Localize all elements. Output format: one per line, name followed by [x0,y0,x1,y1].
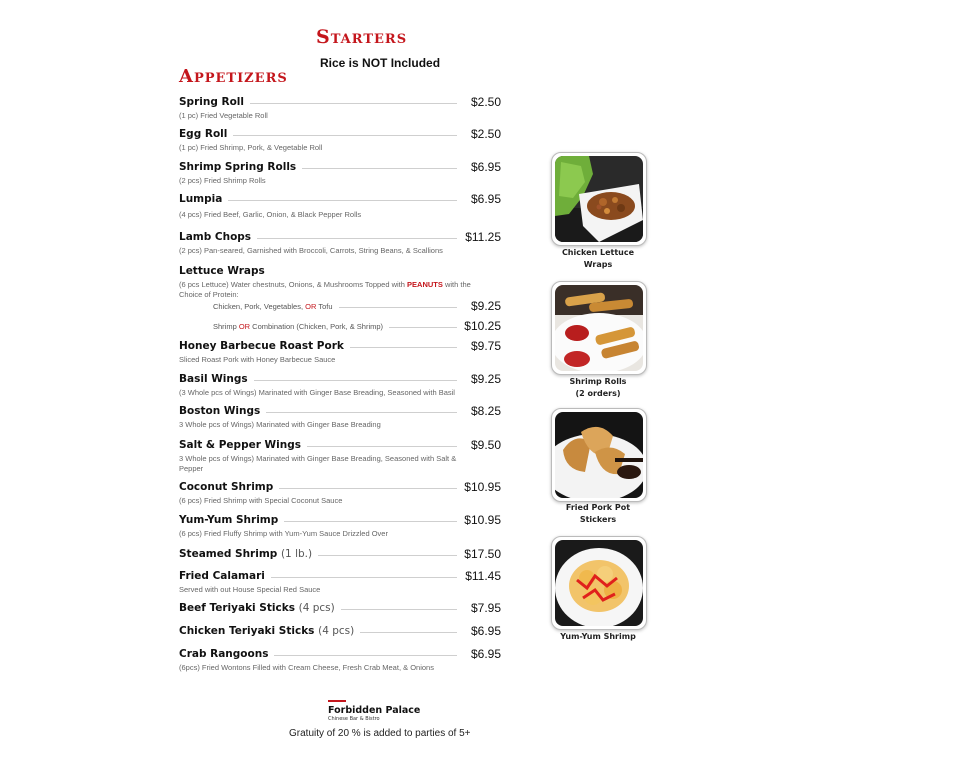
photo-chicken-lettuce-wraps [551,152,647,246]
menu-item [179,405,501,430]
item-price: $6.95 [465,647,501,661]
menu-item [179,231,501,256]
item-name: Crab Rangoons [179,648,274,660]
item-name: Honey Barbecue Roast Pork [179,340,350,352]
item-price: $8.25 [465,404,501,418]
menu-item [179,602,501,616]
menu-item [179,548,501,562]
item-description: Served with out House Special Red Sauce [179,585,321,594]
menu-item-lettuce-wraps [179,265,501,336]
photo-caption: Chicken Lettuce Wraps [561,248,635,269]
option-price: $10.25 [458,319,501,333]
item-name: Fried Calamari [179,570,271,582]
item-description: (3 Whole pcs of Wings) Marinated with Ginger Base Breading, Seasoned with Basil [179,388,455,397]
option-price: $9.25 [465,299,501,313]
photo-yum-yum-shrimp [551,536,647,630]
food-photo [555,412,643,498]
item-price: $6.95 [465,624,501,638]
item-name: Lumpia [179,193,228,205]
item-description: (1 pc) Fried Shrimp, Pork, & Vegetable Roll [179,143,323,152]
item-price: $9.75 [465,339,501,353]
item-description: (2 pcs) Pan-seared, Garnished with Broccoli, Carrots, String Beans, & Scallions [179,246,443,255]
item-price: $9.25 [465,372,501,386]
photo-fried-pork-pot-stickers [551,408,647,502]
menu-item [179,193,501,220]
item-description: (6pcs) Fried Wontons Filled with Cream Cheese, Fresh Crab Meat, & Onions [179,663,434,672]
item-name: Coconut Shrimp [179,481,279,493]
item-name: Egg Roll [179,128,233,140]
item-price: $2.50 [465,127,501,141]
menu-item [179,161,501,186]
item-price: $11.25 [459,230,501,244]
item-description: (2 pcs) Fried Shrimp Rolls [179,176,266,185]
food-photo [555,285,643,371]
item-price: $6.95 [465,192,501,206]
item-name: Lamb Chops [179,231,257,243]
item-description: (6 pcs) Fried Fluffy Shrimp with Yum-Yum Sauce Drizzled Over [179,529,388,538]
section-title-appetizers: Appetizers [179,66,288,87]
menu-item [179,570,501,595]
item-portion: (4 pcs) [318,625,355,637]
item-price: $11.45 [459,569,501,583]
item-name: Shrimp Spring Rolls [179,161,302,173]
item-name: Lettuce Wraps [179,265,271,277]
food-photo [555,540,643,626]
photo-caption: Fried Pork Pot Stickers [565,503,631,524]
item-price: $7.95 [465,601,501,615]
menu-item [179,648,501,673]
gratuity-note: Gratuity of 20 % is added to parties of 5+ [289,728,471,739]
option-label: Chicken, Pork, Vegetables, OR Tofu [213,302,339,311]
item-portion: (4 pcs) [298,602,335,614]
menu-item [179,625,501,639]
item-description: 3 Whole pcs of Wings) Marinated with Ginger Base Breading, Seasoned with Salt & Pepper [179,454,457,473]
item-name: Spring Roll [179,96,250,108]
item-option [213,300,501,316]
item-price: $6.95 [465,160,501,174]
item-description: 3 Whole pcs of Wings) Marinated with Ginger Base Breading [179,420,381,429]
item-description: (1 pc) Fried Vegetable Roll [179,111,268,120]
item-name: Boston Wings [179,405,266,417]
item-price: $10.95 [458,480,501,494]
item-price: $9.50 [465,438,501,452]
item-price: $10.95 [458,513,501,527]
food-photo [555,156,643,242]
item-portion: (1 lb.) [280,548,313,560]
item-name: Basil Wings [179,373,254,385]
item-description: (6 pcs Lettuce) Water chestnuts, Onions, & Mushrooms Topped with PEANUTS with the Choice of Protein: [179,280,471,299]
item-option [213,320,501,336]
item-name: Yum-Yum Shrimp [179,514,284,526]
item-name: Beef Teriyaki Sticks (4 pcs) [179,602,341,614]
menu-item [179,481,501,506]
photo-shrimp-rolls [551,281,647,375]
item-name: Salt & Pepper Wings [179,439,307,451]
photo-caption: Shrimp Rolls (2 orders) [569,377,627,398]
logo-accent-bar [328,700,346,702]
item-price: $17.50 [458,547,501,561]
menu-item [179,96,501,121]
brand-logo-subtitle: Chinese Bar & Bistro [328,716,380,722]
item-description: (6 pcs) Fried Shrimp with Special Coconut Sauce [179,496,343,505]
menu-item [179,128,501,153]
item-price: $2.50 [465,95,501,109]
item-description: Sliced Roast Pork with Honey Barbecue Sauce [179,355,336,364]
item-description: (4 pcs) Fried Beef, Garlic, Onion, & Black Pepper Rolls [179,210,362,219]
section-title-starters: Starters [316,26,408,48]
brand-logo-name: Forbidden Palace [328,705,421,716]
item-name: Chicken Teriyaki Sticks (4 pcs) [179,625,360,637]
option-label: Shrimp OR Combination (Chicken, Pork, & Shrimp) [213,322,389,331]
item-name: Steamed Shrimp (1 lb.) [179,548,318,560]
allergen-highlight: PEANUTS [407,280,443,289]
menu-item [179,439,501,474]
menu-item [179,373,501,398]
menu-item [179,514,501,539]
menu-item [179,340,501,365]
photo-caption: Yum-Yum Shrimp [560,632,636,641]
rice-note: Rice is NOT Included [320,56,441,70]
